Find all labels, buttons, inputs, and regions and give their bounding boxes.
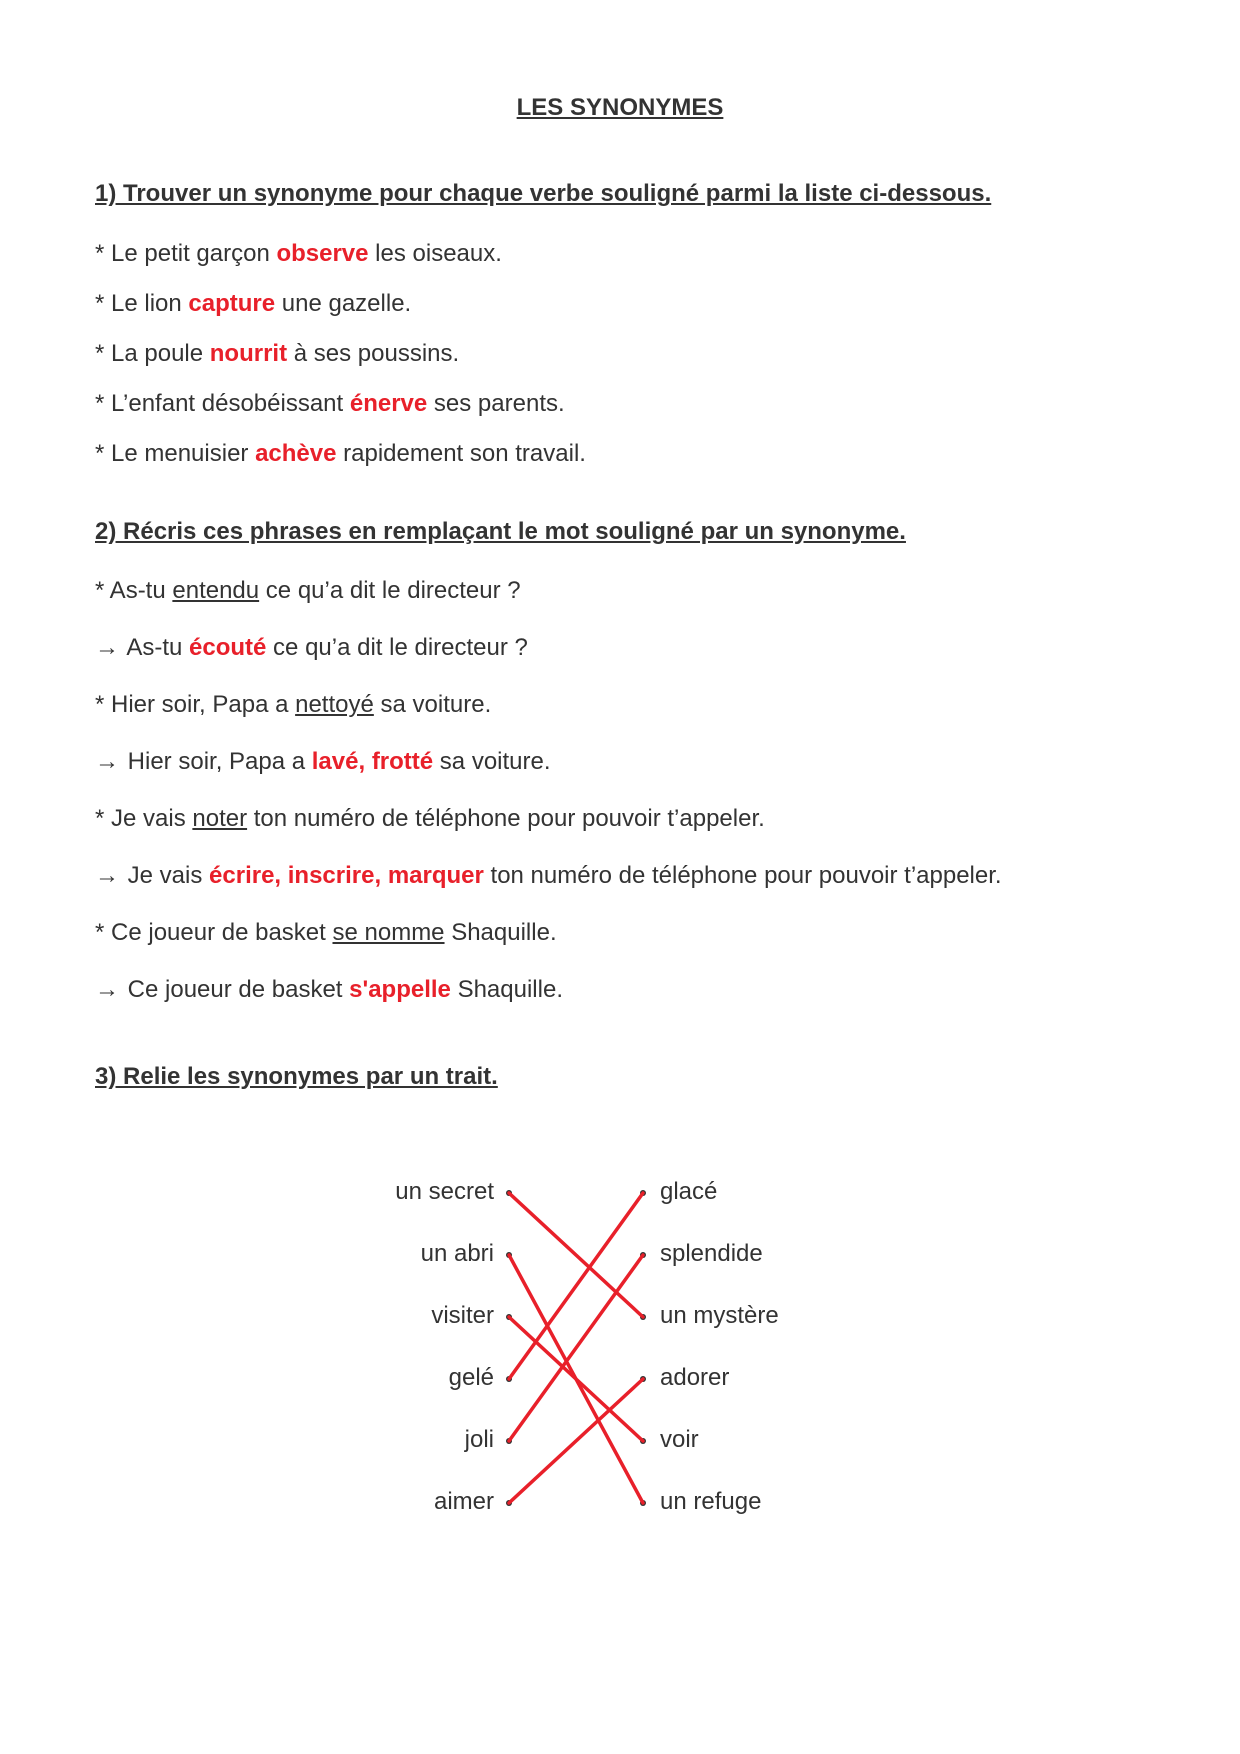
link-line-1 (509, 1193, 643, 1317)
s1-item-2-before: * Le lion (95, 290, 189, 317)
link-line-6 (509, 1379, 643, 1503)
s2-q4-underlined-word: se nomme (332, 919, 445, 946)
s1-item-3-after: à ses poussins. (287, 340, 460, 367)
link-line-4 (509, 1193, 643, 1379)
section3-heading: 3) Relie les synonymes par un trait. (95, 1063, 498, 1090)
s1-item-1-before: * Le petit garçon (95, 240, 277, 267)
arrow-right-icon: → (95, 748, 119, 775)
s2-q2-before: * Hier soir, Papa a (95, 691, 296, 718)
s2-q4-after: Shaquille. (444, 919, 557, 946)
s2-a3-synonym: écrire, inscrire, marquer (209, 862, 484, 889)
left-word-4: gelé (448, 1364, 494, 1391)
s2-a1-after: ce qu’a dit le directeur ? (266, 634, 528, 661)
right-word-3: un mystère (660, 1302, 779, 1329)
s2-q4-before: * Ce joueur de basket (95, 919, 333, 946)
s2-a3-after: ton numéro de téléphone pour pouvoir t’appeler. (483, 862, 1002, 889)
s2-q3-underlined-word: noter (192, 805, 248, 832)
s2-a4-after: Shaquille. (450, 976, 563, 1003)
s2-a2-before: Hier soir, Papa a (121, 748, 312, 775)
s1-item-4-before: * L’enfant désobéissant (95, 390, 350, 417)
left-word-3: visiter (431, 1302, 494, 1329)
s1-item-4-after: ses parents. (427, 390, 565, 417)
right-word-4: adorer (660, 1364, 730, 1391)
section1-heading: 1) Trouver un synonyme pour chaque verbe souligné parmi la liste ci-dessous. (95, 180, 992, 207)
s2-q1-before: * As-tu (95, 577, 173, 604)
s1-item-4-answer: énerve (349, 390, 428, 417)
left-word-6: aimer (433, 1488, 494, 1515)
s2-a1-before: As-tu (121, 634, 190, 661)
s2-q3-before: * Je vais (95, 805, 193, 832)
right-word-1: glacé (660, 1178, 718, 1205)
s1-item-3-answer: nourrit (209, 340, 288, 367)
left-word-5: joli (464, 1426, 494, 1453)
link-line-3 (509, 1317, 643, 1441)
s1-item-2-answer: capture (188, 290, 276, 317)
s2-q1-underlined-word: entendu (172, 577, 260, 604)
s2-a4-before: Ce joueur de basket (121, 976, 350, 1003)
arrow-right-icon: → (95, 634, 119, 661)
right-word-5: voir (660, 1426, 699, 1453)
s1-item-1-answer: observe (276, 240, 369, 267)
section2-heading: 2) Récris ces phrases en remplaçant le mot souligné par un synonyme. (95, 518, 906, 545)
s2-q2-after: sa voiture. (373, 691, 492, 718)
s2-q2-underlined-word: nettoyé (295, 691, 374, 718)
arrow-right-icon: → (95, 862, 119, 889)
s2-q1-after: ce qu’a dit le directeur ? (259, 577, 521, 604)
s2-a2-after: sa voiture. (433, 748, 551, 775)
left-word-1: un secret (395, 1178, 494, 1205)
s2-a4-synonym: s'appelle (349, 976, 451, 1003)
s2-a3-before: Je vais (121, 862, 210, 889)
s1-item-5-answer: achève (255, 440, 337, 467)
s1-item-5-after: rapidement son travail. (336, 440, 586, 467)
page-title: LES SYNONYMES (516, 94, 724, 121)
link-line-5 (509, 1255, 643, 1441)
left-word-2: un abri (420, 1240, 494, 1267)
right-word-2: splendide (660, 1240, 763, 1267)
s2-a1-synonym: écouté (189, 634, 267, 661)
s1-item-3-before: * La poule (95, 340, 210, 367)
s1-item-5-before: * Le menuisier (95, 440, 256, 467)
s2-q3-after: ton numéro de téléphone pour pouvoir t’appeler. (247, 805, 765, 832)
arrow-right-icon: → (95, 976, 119, 1003)
s2-a2-synonym: lavé, frotté (311, 748, 434, 775)
s1-item-1-after: les oiseaux. (368, 240, 502, 267)
s1-item-2-after: une gazelle. (275, 290, 412, 317)
right-word-6: un refuge (660, 1488, 762, 1515)
